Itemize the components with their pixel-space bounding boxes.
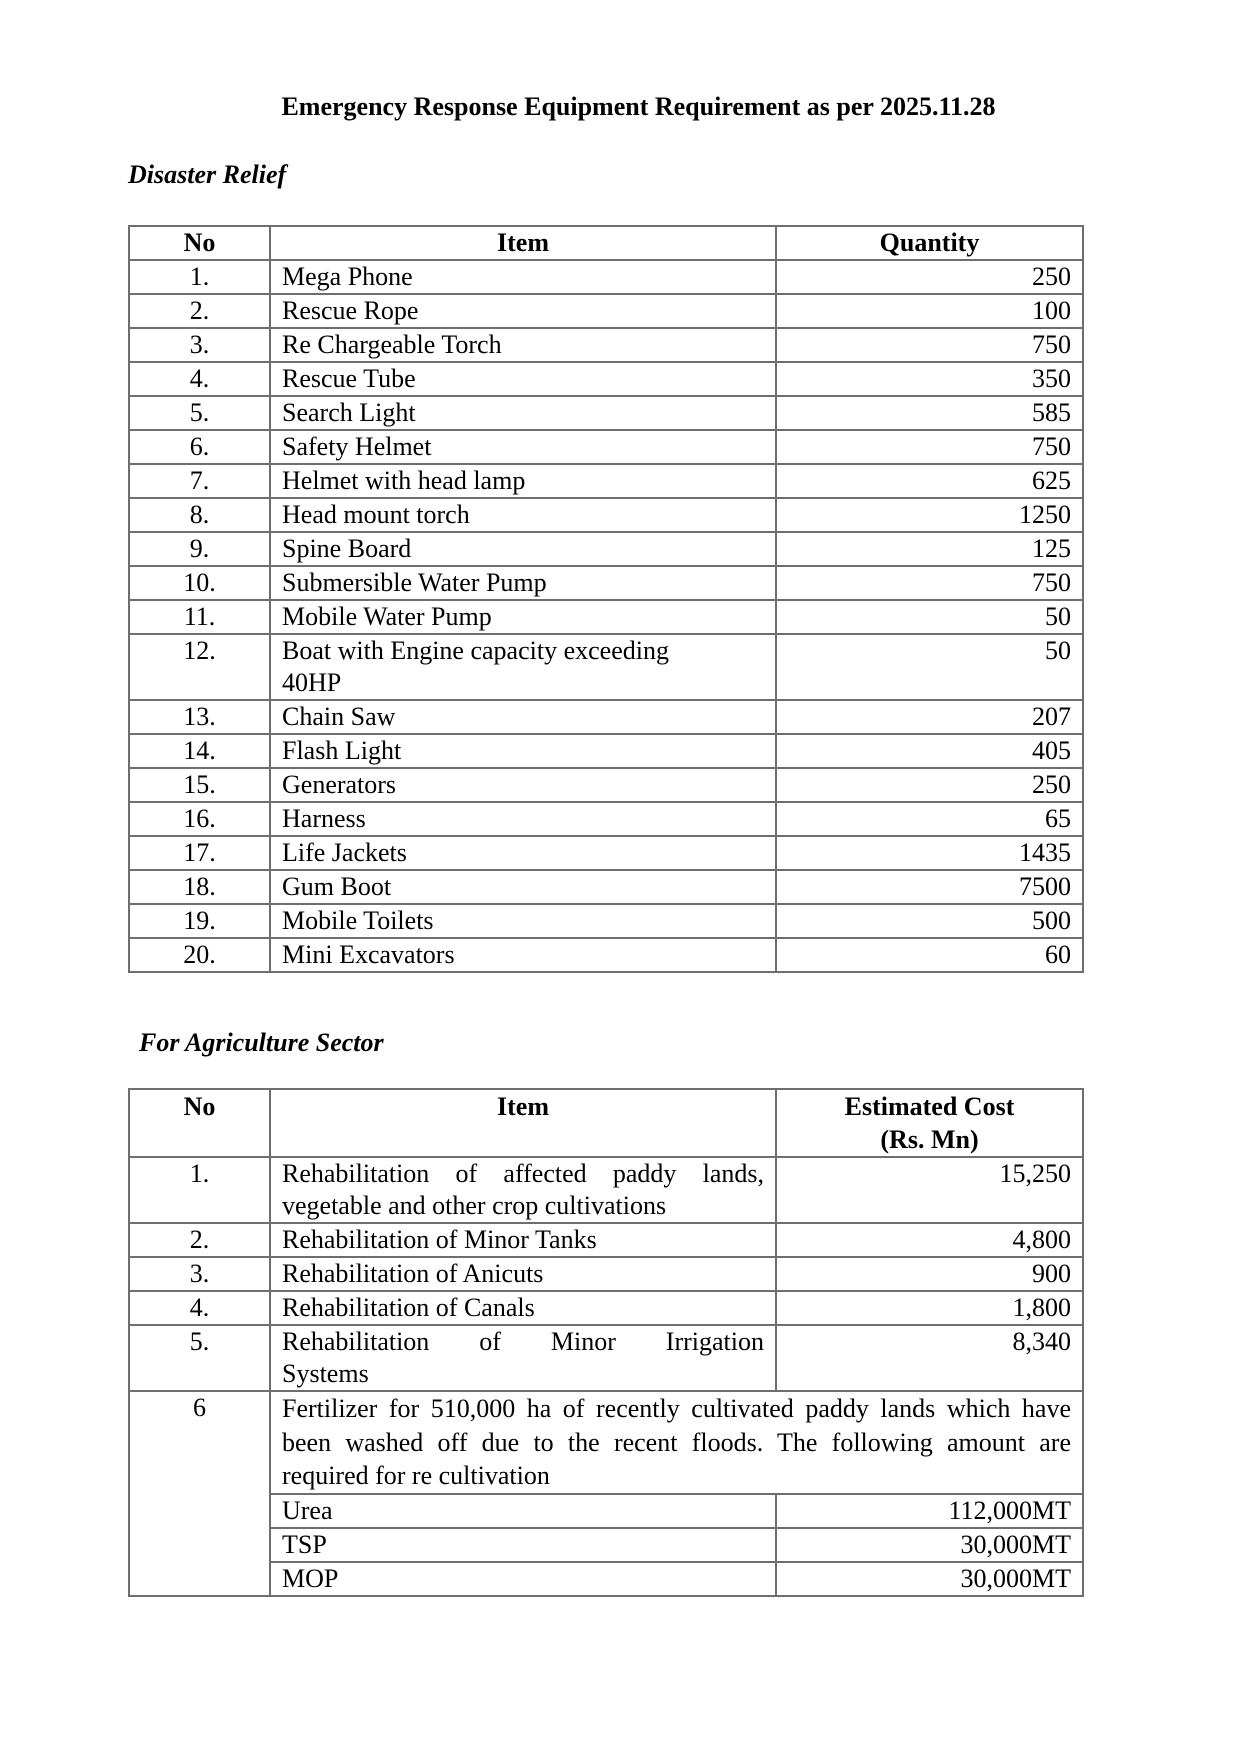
row-number: 6 bbox=[129, 1391, 270, 1596]
item-name: Life Jackets bbox=[270, 836, 776, 870]
item-name: Boat with Engine capacity exceeding 40HP bbox=[270, 634, 776, 700]
item-name: Mobile Toilets bbox=[270, 904, 776, 938]
row-number: 2. bbox=[129, 1223, 270, 1257]
disaster-relief-table bbox=[128, 225, 1084, 973]
row-number: 4. bbox=[129, 362, 270, 396]
item-quantity: 750 bbox=[776, 328, 1083, 362]
table-header-row bbox=[129, 1089, 1083, 1157]
row-number: 5. bbox=[129, 396, 270, 430]
item-name: Rehabilitation of Anicuts bbox=[270, 1257, 776, 1291]
item-quantity: 750 bbox=[776, 566, 1083, 600]
agriculture-table bbox=[128, 1088, 1084, 1597]
table-row bbox=[129, 566, 1083, 600]
fertilizer-amount: 30,000MT bbox=[776, 1562, 1083, 1596]
item-name: Gum Boot bbox=[270, 870, 776, 904]
section-heading-agriculture: For Agriculture Sector bbox=[139, 1028, 384, 1057]
fertilizer-row bbox=[129, 1494, 1083, 1528]
estimated-cost-label: Estimated Cost bbox=[844, 1092, 1015, 1121]
item-name: Submersible Water Pump bbox=[270, 566, 776, 600]
table-row bbox=[129, 634, 1083, 700]
item-name: Mega Phone bbox=[270, 260, 776, 294]
row-number: 5. bbox=[129, 1325, 270, 1391]
row-number: 2. bbox=[129, 294, 270, 328]
table-row bbox=[129, 430, 1083, 464]
item-name: Flash Light bbox=[270, 734, 776, 768]
row-number: 3. bbox=[129, 328, 270, 362]
column-header-estimated-cost bbox=[776, 1089, 1083, 1157]
row-number: 10. bbox=[129, 566, 270, 600]
item-quantity: 50 bbox=[776, 600, 1083, 634]
item-cost: 1,800 bbox=[776, 1291, 1083, 1325]
table-row bbox=[129, 600, 1083, 634]
item-name: Spine Board bbox=[270, 532, 776, 566]
row-number: 20. bbox=[129, 938, 270, 972]
table-row bbox=[129, 294, 1083, 328]
item-cost: 15,250 bbox=[776, 1157, 1083, 1223]
item-quantity: 207 bbox=[776, 700, 1083, 734]
row-number: 12. bbox=[129, 634, 270, 700]
item-quantity: 250 bbox=[776, 768, 1083, 802]
table-row bbox=[129, 870, 1083, 904]
item-cost: 8,340 bbox=[776, 1325, 1083, 1391]
row-number: 3. bbox=[129, 1257, 270, 1291]
column-header-item: Item bbox=[270, 1089, 776, 1157]
table-row bbox=[129, 734, 1083, 768]
row-number: 7. bbox=[129, 464, 270, 498]
table-row bbox=[129, 1257, 1083, 1291]
column-header-no: No bbox=[129, 1089, 270, 1157]
table-row bbox=[129, 1157, 1083, 1223]
table-row bbox=[129, 904, 1083, 938]
item-name: Generators bbox=[270, 768, 776, 802]
item-quantity: 350 bbox=[776, 362, 1083, 396]
table-row bbox=[129, 464, 1083, 498]
item-quantity: 1250 bbox=[776, 498, 1083, 532]
item-quantity: 7500 bbox=[776, 870, 1083, 904]
item-quantity: 500 bbox=[776, 904, 1083, 938]
table-row bbox=[129, 802, 1083, 836]
row-number: 6. bbox=[129, 430, 270, 464]
item-name: Rescue Tube bbox=[270, 362, 776, 396]
row-number: 16. bbox=[129, 802, 270, 836]
item-quantity: 100 bbox=[776, 294, 1083, 328]
item-quantity: 50 bbox=[776, 634, 1083, 700]
fertilizer-amount: 30,000MT bbox=[776, 1528, 1083, 1562]
table-row bbox=[129, 836, 1083, 870]
column-header-no: No bbox=[129, 226, 270, 260]
document-title: Emergency Response Equipment Requirement as per 2025.11.28 bbox=[281, 92, 996, 121]
item-quantity: 250 bbox=[776, 260, 1083, 294]
item-name: Chain Saw bbox=[270, 700, 776, 734]
fertilizer-description: Fertilizer for 510,000 ha of recently cultivated paddy lands which have been washed off due to the recent floods. The following amount are required for re cultivation bbox=[270, 1391, 1083, 1494]
table-row bbox=[129, 498, 1083, 532]
item-name: Harness bbox=[270, 802, 776, 836]
item-name: Rescue Rope bbox=[270, 294, 776, 328]
table-row bbox=[129, 700, 1083, 734]
table-header-row bbox=[129, 226, 1083, 260]
item-name: Mini Excavators bbox=[270, 938, 776, 972]
fertilizer-amount: 112,000MT bbox=[776, 1494, 1083, 1528]
estimated-cost-unit: (Rs. Mn) bbox=[880, 1125, 979, 1154]
fertilizer-name: TSP bbox=[270, 1528, 776, 1562]
item-quantity: 750 bbox=[776, 430, 1083, 464]
row-number: 1. bbox=[129, 260, 270, 294]
item-quantity: 625 bbox=[776, 464, 1083, 498]
column-header-item: Item bbox=[270, 226, 776, 260]
row-number: 18. bbox=[129, 870, 270, 904]
item-name: Rehabilitation of Minor Tanks bbox=[270, 1223, 776, 1257]
table-row bbox=[129, 1223, 1083, 1257]
table-row bbox=[129, 396, 1083, 430]
item-name: Mobile Water Pump bbox=[270, 600, 776, 634]
table-row-fertilizer bbox=[129, 1391, 1083, 1494]
row-number: 15. bbox=[129, 768, 270, 802]
section-heading-disaster-relief: Disaster Relief bbox=[128, 160, 287, 189]
row-number: 9. bbox=[129, 532, 270, 566]
table-row bbox=[129, 1291, 1083, 1325]
table-row bbox=[129, 768, 1083, 802]
row-number: 14. bbox=[129, 734, 270, 768]
row-number: 13. bbox=[129, 700, 270, 734]
item-name: Re Chargeable Torch bbox=[270, 328, 776, 362]
table-row bbox=[129, 260, 1083, 294]
row-number: 19. bbox=[129, 904, 270, 938]
item-quantity: 60 bbox=[776, 938, 1083, 972]
item-name: Rehabilitation of Minor Irrigation Systems bbox=[270, 1325, 776, 1391]
item-name: Safety Helmet bbox=[270, 430, 776, 464]
item-quantity: 585 bbox=[776, 396, 1083, 430]
item-cost: 900 bbox=[776, 1257, 1083, 1291]
table-row bbox=[129, 1325, 1083, 1391]
fertilizer-row bbox=[129, 1528, 1083, 1562]
item-quantity: 405 bbox=[776, 734, 1083, 768]
item-cost: 4,800 bbox=[776, 1223, 1083, 1257]
row-number: 4. bbox=[129, 1291, 270, 1325]
row-number: 17. bbox=[129, 836, 270, 870]
fertilizer-name: MOP bbox=[270, 1562, 776, 1596]
item-quantity: 1435 bbox=[776, 836, 1083, 870]
item-name: Rehabilitation of affected paddy lands, vegetable and other crop cultivations bbox=[270, 1157, 776, 1223]
item-name: Head mount torch bbox=[270, 498, 776, 532]
row-number: 8. bbox=[129, 498, 270, 532]
table-row bbox=[129, 362, 1083, 396]
table-row bbox=[129, 328, 1083, 362]
fertilizer-name: Urea bbox=[270, 1494, 776, 1528]
row-number: 1. bbox=[129, 1157, 270, 1223]
table-row bbox=[129, 938, 1083, 972]
table-row bbox=[129, 532, 1083, 566]
column-header-quantity: Quantity bbox=[776, 226, 1083, 260]
item-name: Helmet with head lamp bbox=[270, 464, 776, 498]
fertilizer-row bbox=[129, 1562, 1083, 1596]
item-quantity: 65 bbox=[776, 802, 1083, 836]
item-name: Search Light bbox=[270, 396, 776, 430]
row-number: 11. bbox=[129, 600, 270, 634]
item-quantity: 125 bbox=[776, 532, 1083, 566]
item-name: Rehabilitation of Canals bbox=[270, 1291, 776, 1325]
